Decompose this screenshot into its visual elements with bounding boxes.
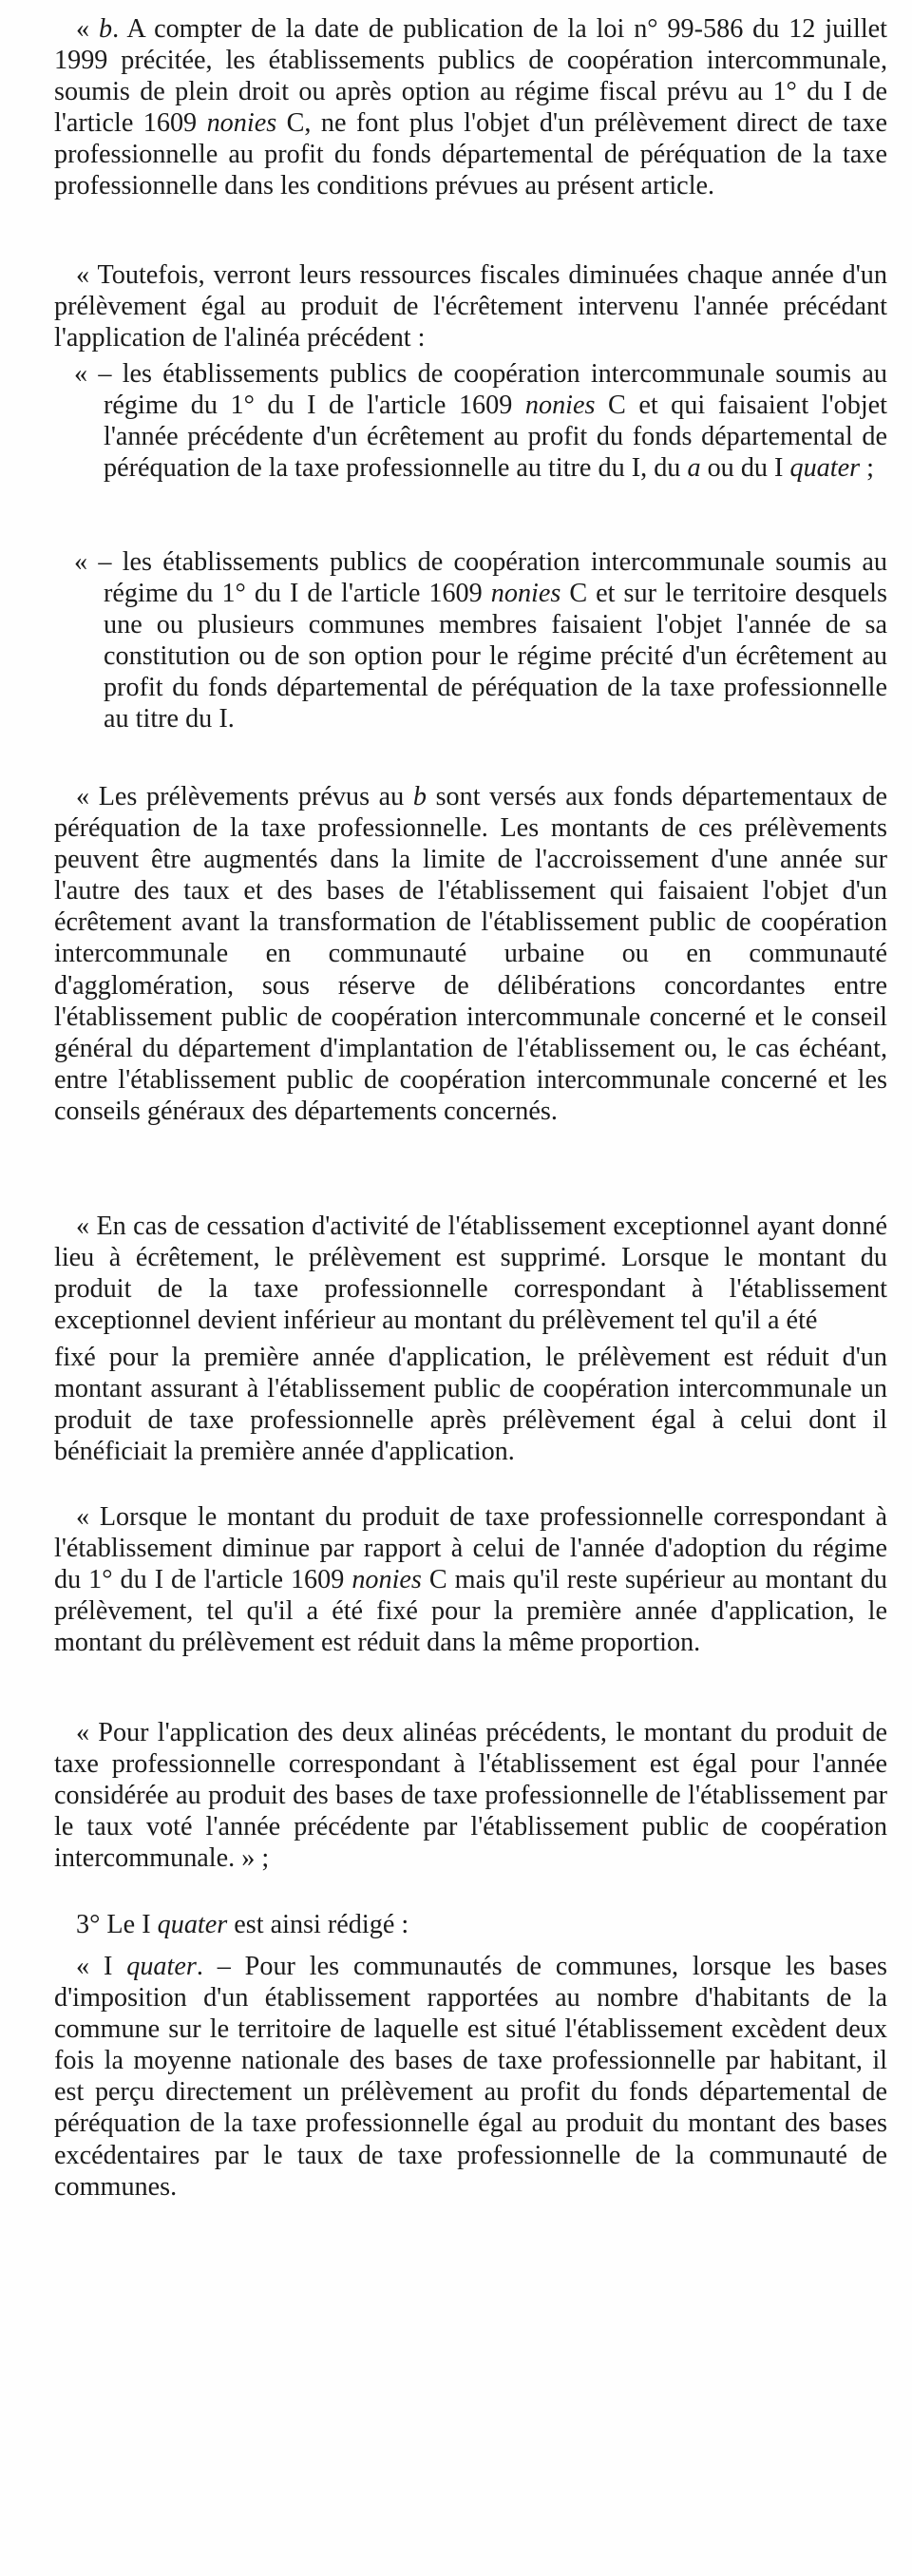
- bullet-item-2: « – les établissements publics de coopération intercommunale soumis au régime du 1° du I de l'article 1609 nonies C et sur le territoire desquels une ou plusieurs communes membres faisaient l'objet l'année de sa constitution ou de son option pour le régime précité d'un écrêtement au profit du fonds départemental de péréquation de la taxe professionnelle au titre du I.: [74, 547, 887, 735]
- paragraph-item-3: 3° Le I quater est ainsi rédigé :: [76, 1910, 409, 1939]
- paragraph-b: « b. A compter de la date de publication de la loi n° 99-586 du 12 juillet 1999 précitée, les établissements publics de coopération intercommunale, soumis de plein droit ou après option au régime fiscal prévu au 1° du I de l'article 1609 nonies C, ne font plus l'objet d'un prélèvement direct de taxe professionnelle au profit du fonds départemental de péréquation de la taxe professionnelle dans les conditions prévues au présent article.: [54, 14, 888, 201]
- paragraph-cessation: « En cas de cessation d'activité de l'établissement exceptionnel ayant donné lieu à écrêtement, le prélèvement est supprimé. Lorsque le montant du produit de la taxe professionnelle correspondant à l'établissement exceptionnel devient inférieur au montant du prélèvement tel qu'il a été: [54, 1212, 887, 1336]
- bullet-item-1: « – les établissements publics de coopération intercommunale soumis au régime du 1° du I de l'article 1609 nonies C et qui faisaient l'objet l'année précédente d'un écrêtement au profit du fonds départemental de péréquation de la taxe professionnelle au titre du I, du a ou du I quater ;: [74, 359, 887, 484]
- paragraph-i-quater: « I quater. – Pour les communautés de communes, lorsque les bases d'imposition d'un établissement rapportées au nombre d'habitants de la commune sur le territoire de laquelle est situé l'établissement excèdent deux fois la moyenne nationale des bases de taxe professionnelle par habitant, il est perçu directement un prélèvement au profit du fonds départemental de péréquation de la taxe professionnelle égal au produit du montant des bases excédentaires par le taux de taxe professionnelle de la communauté de communes.: [54, 1952, 887, 2202]
- paragraph-application: « Pour l'application des deux alinéas précédents, le montant du produit de taxe professionnelle correspondant à l'établissement est égal pour l'année considérée au produit des bases de taxe professionnelle de l'établissement par le taux voté l'année précédente par l'établissement public de coopération intercommunale. » ;: [54, 1718, 887, 1874]
- paragraph-cessation-continued: fixé pour la première année d'application, le prélèvement est réduit d'un montant assurant à l'établissement public de coopération intercommunale un produit de taxe professionnelle après prélèvement égal à celui dont il bénéficiait la première année d'application.: [54, 1343, 887, 1467]
- paragraph-toutefois: « Toutefois, verront leurs ressources fiscales diminuées chaque année d'un prélèvement égal au produit de l'écrêtement intervenu l'année précédant l'application de l'alinéa précédent :: [54, 260, 887, 353]
- paragraph-lorsque: « Lorsque le montant du produit de taxe professionnelle correspondant à l'établissement diminue par rapport à celui de l'année d'adoption du régime du 1° du I de l'article 1609 nonies C mais qu'il reste supérieur au montant du prélèvement, tel qu'il a été fixé pour la première année d'application, le montant du prélèvement est réduit dans la même proportion.: [54, 1502, 887, 1658]
- paragraph-prelevements: « Les prélèvements prévus au b sont versés aux fonds départementaux de péréquation de la taxe professionnelle. Les montants de ces prélèvements peuvent être augmentés dans la limite de l'accroissement d'une année sur l'autre des taux et des bases de l'établissement qui faisaient l'objet d'un écrêtement avant la transformation de l'établissement public de coopération intercommunale en communauté urbaine ou en communauté d'agglomération, sous réserve de délibérations concordantes entre l'établissement public de coopération intercommunale concerné et le conseil général du département d'implantation de l'établissement ou, le cas échéant, entre l'établissement public de coopération intercommunale concerné et les conseils généraux des départements concernés.: [54, 782, 887, 1126]
